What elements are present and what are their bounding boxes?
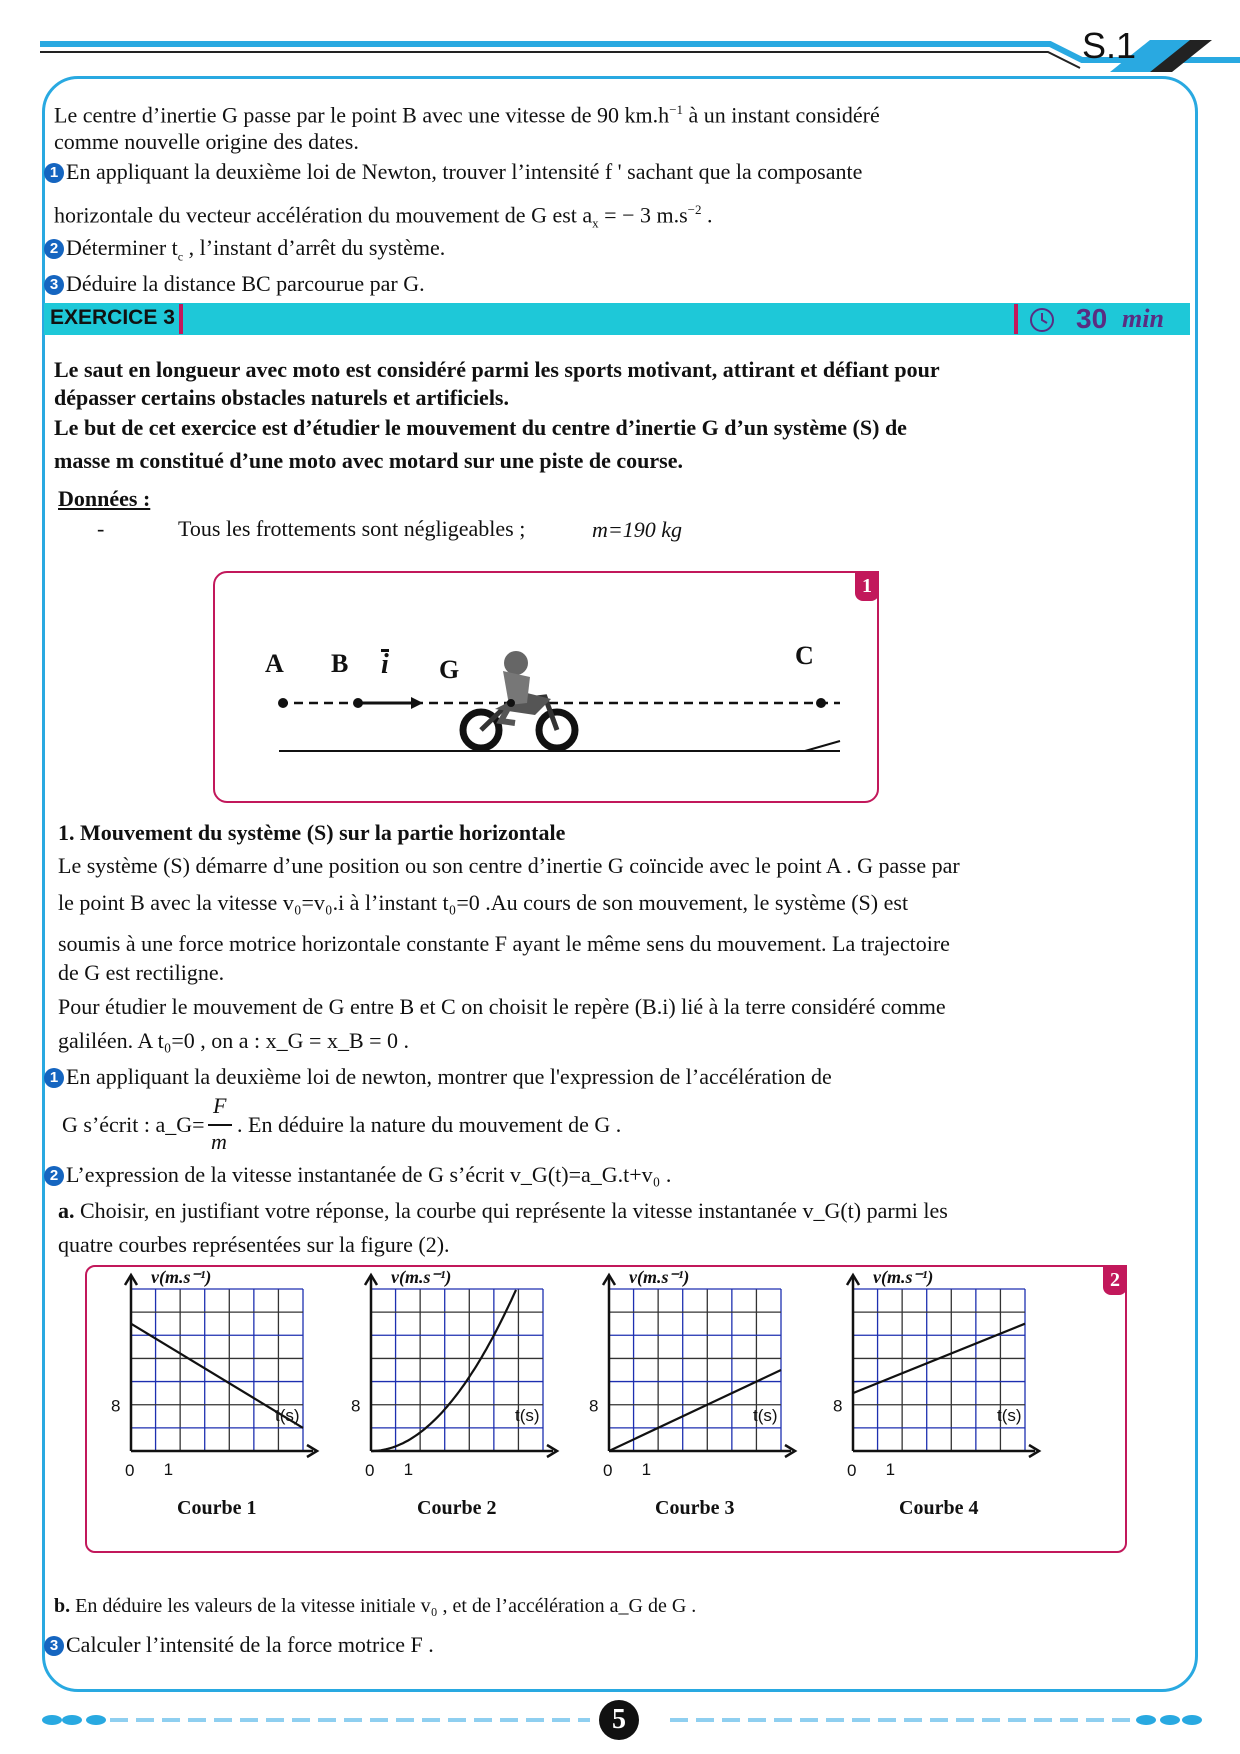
section-1-question-1: 1 En appliquant la deuxième loi de newton, montrer que l'expression de l’accélération de: [44, 1063, 832, 1091]
x-axis-label: t(s): [275, 1406, 300, 1425]
part2-question-1-cont: horizontale du vecteur accélération du mouvement de G est $a_x$ = − 3 $m.s^{-2}$ .: [54, 202, 713, 231]
section-1-p1: Le système (S) démarre d’une position ou son centre d’inertie G coïncide avec le point A . G passe par: [58, 853, 960, 878]
x-tick-label: 0: [847, 1461, 857, 1480]
section-1-p4: de G est rectiligne.: [58, 960, 225, 985]
intro-line1: Le saut en longueur avec moto est considéré parmi les sports motivant, attirant et défiant pour: [54, 357, 940, 382]
motorbike-icon: [463, 651, 575, 748]
intro-line3: Le but de cet exercice est d’étudier le mouvement du centre d’inertie G d’un système (S) de: [54, 415, 907, 440]
velocity-charts: [87, 1267, 1125, 1551]
section-1-question-1-end: . En déduire la nature du mouvement de G .: [237, 1112, 622, 1137]
part2-question-2: 2 Déterminer $t_c$ , l’instant d’arrêt du système.: [44, 234, 445, 270]
fraction-numerator: F: [213, 1093, 227, 1118]
x-tick-label: 1: [163, 1460, 174, 1479]
chart-title: Courbe 1: [177, 1497, 257, 1519]
part2-intro-line2: comme nouvelle origine des dates.: [54, 129, 359, 154]
intro-line4: masse m constitué d’une moto avec motard sur une piste de course.: [54, 448, 683, 473]
donnees-dash: -: [97, 516, 105, 541]
section-1-question-2b: b. En déduire les valeurs de la vitesse initiale v₀ , et de l’accélération a_G de G .: [54, 1595, 697, 1617]
y-axis-label: v(m.s⁻¹): [151, 1267, 212, 1287]
exercise-duration: 30: [1076, 303, 1108, 334]
section-1-question-2a-cont: quatre courbes représentées sur la figure (2).: [58, 1232, 450, 1257]
y-tick-label: 8: [111, 1396, 121, 1416]
x-axis-label: t(s): [997, 1406, 1022, 1425]
page-label: S.1: [1082, 25, 1137, 66]
section-1-p2: le point B avec la vitesse v₀=v₀.i à l’instant t₀=0 .Au cours de son mouvement, le système (S) est: [58, 890, 909, 915]
x-axis-label: t(s): [753, 1406, 778, 1425]
duration-divider: [1014, 304, 1018, 334]
x-tick-label: 1: [403, 1460, 414, 1479]
part2-intro-line1: Le centre d’inertie G passe par le point B avec une vitesse de 90 $km.h^{-1}$ à un instant considéré: [54, 102, 880, 128]
exercise-title: EXERCICE 3: [50, 306, 175, 329]
y-tick-label: 8: [589, 1396, 599, 1416]
bullet-1: 1: [44, 163, 64, 183]
figure-1: [213, 571, 879, 803]
velocity-curve: [131, 1324, 303, 1428]
bullet-3: 3: [44, 275, 64, 295]
donnees-item: Tous les frottements sont négligeables ;: [178, 516, 526, 541]
figure-1-tag: 1: [855, 571, 879, 601]
point-c: [816, 698, 826, 708]
label-b: B: [331, 649, 349, 678]
figure-2: [85, 1265, 1127, 1553]
exercise-header-bar: [44, 303, 1190, 335]
point-a: [278, 698, 288, 708]
bullet-s1-1: 1: [44, 1068, 64, 1088]
y-axis-label: v(m.s⁻¹): [391, 1267, 452, 1287]
x-tick-label: 1: [885, 1460, 896, 1479]
part2-question-3: 3 Déduire la distance BC parcourue par G.: [44, 270, 425, 298]
intro-line2: dépasser certains obstacles naturels et artificiels.: [54, 385, 509, 410]
fraction-bar: [208, 1124, 232, 1126]
x-tick-label: 1: [641, 1460, 652, 1479]
part2-question-1: 1 En appliquant la deuxième loi de Newton, trouver l’intensité f ' sachant que la composante: [44, 158, 862, 186]
section-1-title: 1. Mouvement du système (S) sur la partie horizontale: [58, 820, 566, 845]
y-tick-label: 8: [351, 1396, 361, 1416]
section-1-question-2a: a. Choisir, en justifiant votre réponse, la courbe qui représente la vitesse instantanée v_G(t) parmi les: [58, 1198, 948, 1223]
y-axis-label: v(m.s⁻¹): [873, 1267, 934, 1287]
label-g: G: [439, 655, 460, 684]
chart-title: Courbe 4: [899, 1497, 979, 1519]
label-i: i: [381, 649, 389, 680]
x-tick-label: 0: [365, 1461, 375, 1480]
y-axis-label: v(m.s⁻¹): [629, 1267, 690, 1287]
section-1-p5: Pour étudier le mouvement de G entre B et C on choisit le repère (B.i) lié à la terre considéré comme: [58, 994, 946, 1019]
y-tick-label: 8: [833, 1396, 843, 1416]
bullet-s1-3: 3: [44, 1636, 64, 1656]
chart-title: Courbe 2: [417, 1497, 497, 1519]
track-diagram: [215, 573, 877, 801]
section-1-question-1-expr: G s’écrit : a_G=: [62, 1112, 205, 1137]
section-1-question-2: 2 L’expression de la vitesse instantanée de G s’écrit v_G(t)=a_G.t+v₀ .: [44, 1161, 671, 1189]
section-1-p6: galiléen. A t₀=0 , on a : x_G = x_B = 0 .: [58, 1028, 410, 1053]
chart-title: Courbe 3: [655, 1497, 735, 1519]
bullet-2: 2: [44, 239, 64, 259]
x-tick-label: 0: [603, 1461, 613, 1480]
x-axis-label: t(s): [515, 1406, 540, 1425]
clock-icon: [1029, 307, 1055, 333]
donnees-title: Données :: [58, 486, 151, 511]
donnees-mass: m=190 kg: [592, 517, 682, 542]
section-1-p3: soumis à une force motrice horizontale constante F ayant le même sens du mouvement. La trajectoire: [58, 931, 950, 956]
figure-2-tag: 2: [1103, 1265, 1127, 1295]
page-number: 5: [612, 1704, 626, 1735]
fraction-denominator: m: [211, 1129, 227, 1154]
label-a: A: [265, 649, 284, 678]
bullet-s1-2: 2: [44, 1166, 64, 1186]
label-c: C: [795, 641, 814, 670]
title-divider: [179, 304, 183, 334]
x-tick-label: 0: [125, 1461, 135, 1480]
exercise-duration-unit: min: [1122, 304, 1164, 333]
section-1-question-3: 3 Calculer l’intensité de la force motrice F .: [44, 1631, 434, 1659]
